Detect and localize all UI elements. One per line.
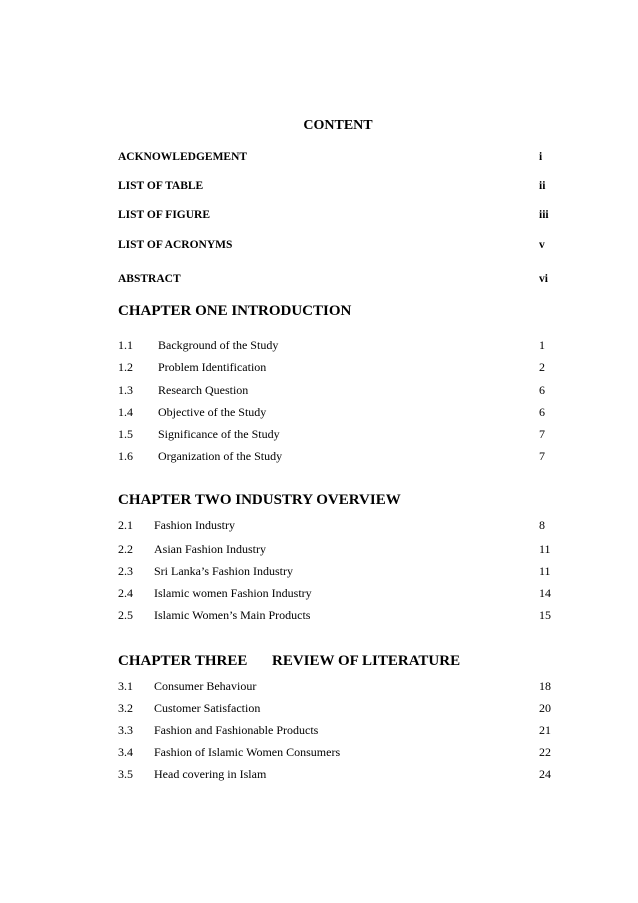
chapter-heading-title: REVIEW OF LITERATURE <box>272 653 461 669</box>
section-number: 2.3 <box>118 564 133 578</box>
section-title: Islamic women Fashion Industry <box>154 586 312 600</box>
section-title: Organization of the Study <box>158 449 283 463</box>
section-title: Consumer Behaviour <box>154 679 257 693</box>
section-title: Fashion of Islamic Women Consumers <box>154 745 341 759</box>
section-page: 18 <box>539 679 551 693</box>
section-number: 3.5 <box>118 767 133 781</box>
section-number: 3.1 <box>118 679 133 693</box>
toc-entry-page: vi <box>539 273 548 285</box>
page-title: CONTENT <box>303 118 373 133</box>
section-page: 6 <box>539 383 545 397</box>
section-number: 1.1 <box>118 338 133 352</box>
section-page: 1 <box>539 338 545 352</box>
section-page: 22 <box>539 745 551 759</box>
section-page: 7 <box>539 427 545 441</box>
section-title: Research Question <box>158 383 249 397</box>
section-number: 2.2 <box>118 542 133 556</box>
section-title: Customer Satisfaction <box>154 701 261 715</box>
toc-entry-page: iii <box>539 209 549 221</box>
section-page: 2 <box>539 360 545 374</box>
section-page: 7 <box>539 449 545 463</box>
toc-entry-label: LIST OF FIGURE <box>118 209 211 221</box>
section-page: 14 <box>539 586 551 600</box>
section-number: 2.5 <box>118 608 133 622</box>
section-title: Objective of the Study <box>158 405 267 419</box>
section-number: 3.3 <box>118 723 133 737</box>
section-title: Asian Fashion Industry <box>154 542 266 556</box>
section-title: Sri Lanka’s Fashion Industry <box>154 564 293 578</box>
section-number: 1.5 <box>118 427 133 441</box>
section-page: 6 <box>539 405 545 419</box>
section-number: 1.3 <box>118 383 133 397</box>
toc-entry-label: LIST OF TABLE <box>118 180 204 192</box>
section-title: Islamic Women’s Main Products <box>154 608 311 622</box>
section-number: 2.4 <box>118 586 133 600</box>
section-number: 1.2 <box>118 360 133 374</box>
section-page: 15 <box>539 608 551 622</box>
section-page: 11 <box>539 542 551 556</box>
section-number: 2.1 <box>118 518 133 532</box>
toc-entry-label: ACKNOWLEDGEMENT <box>118 151 248 163</box>
section-title: Problem Identification <box>158 360 267 374</box>
toc-entry-page: i <box>539 151 543 163</box>
section-title: Fashion Industry <box>154 518 235 532</box>
chapter-heading: CHAPTER TWO INDUSTRY OVERVIEW <box>118 492 401 508</box>
section-page: 24 <box>539 767 551 781</box>
section-number: 3.4 <box>118 745 133 759</box>
toc-entry-label: LIST OF ACRONYMS <box>118 239 233 251</box>
section-page: 11 <box>539 564 551 578</box>
chapter-heading: CHAPTER ONE INTRODUCTION <box>118 303 352 319</box>
section-title: Head covering in Islam <box>154 767 267 781</box>
section-number: 3.2 <box>118 701 133 715</box>
toc-entry-page: ii <box>539 180 546 192</box>
section-page: 8 <box>539 518 545 532</box>
chapter-heading: CHAPTER THREE <box>118 653 248 669</box>
section-title: Background of the Study <box>158 338 279 352</box>
section-number: 1.4 <box>118 405 133 419</box>
section-title: Fashion and Fashionable Products <box>154 723 319 737</box>
toc-entry-label: ABSTRACT <box>118 273 181 285</box>
section-page: 20 <box>539 701 551 715</box>
section-number: 1.6 <box>118 449 133 463</box>
section-page: 21 <box>539 723 551 737</box>
section-title: Significance of the Study <box>158 427 280 441</box>
toc-entry-page: v <box>539 239 545 251</box>
